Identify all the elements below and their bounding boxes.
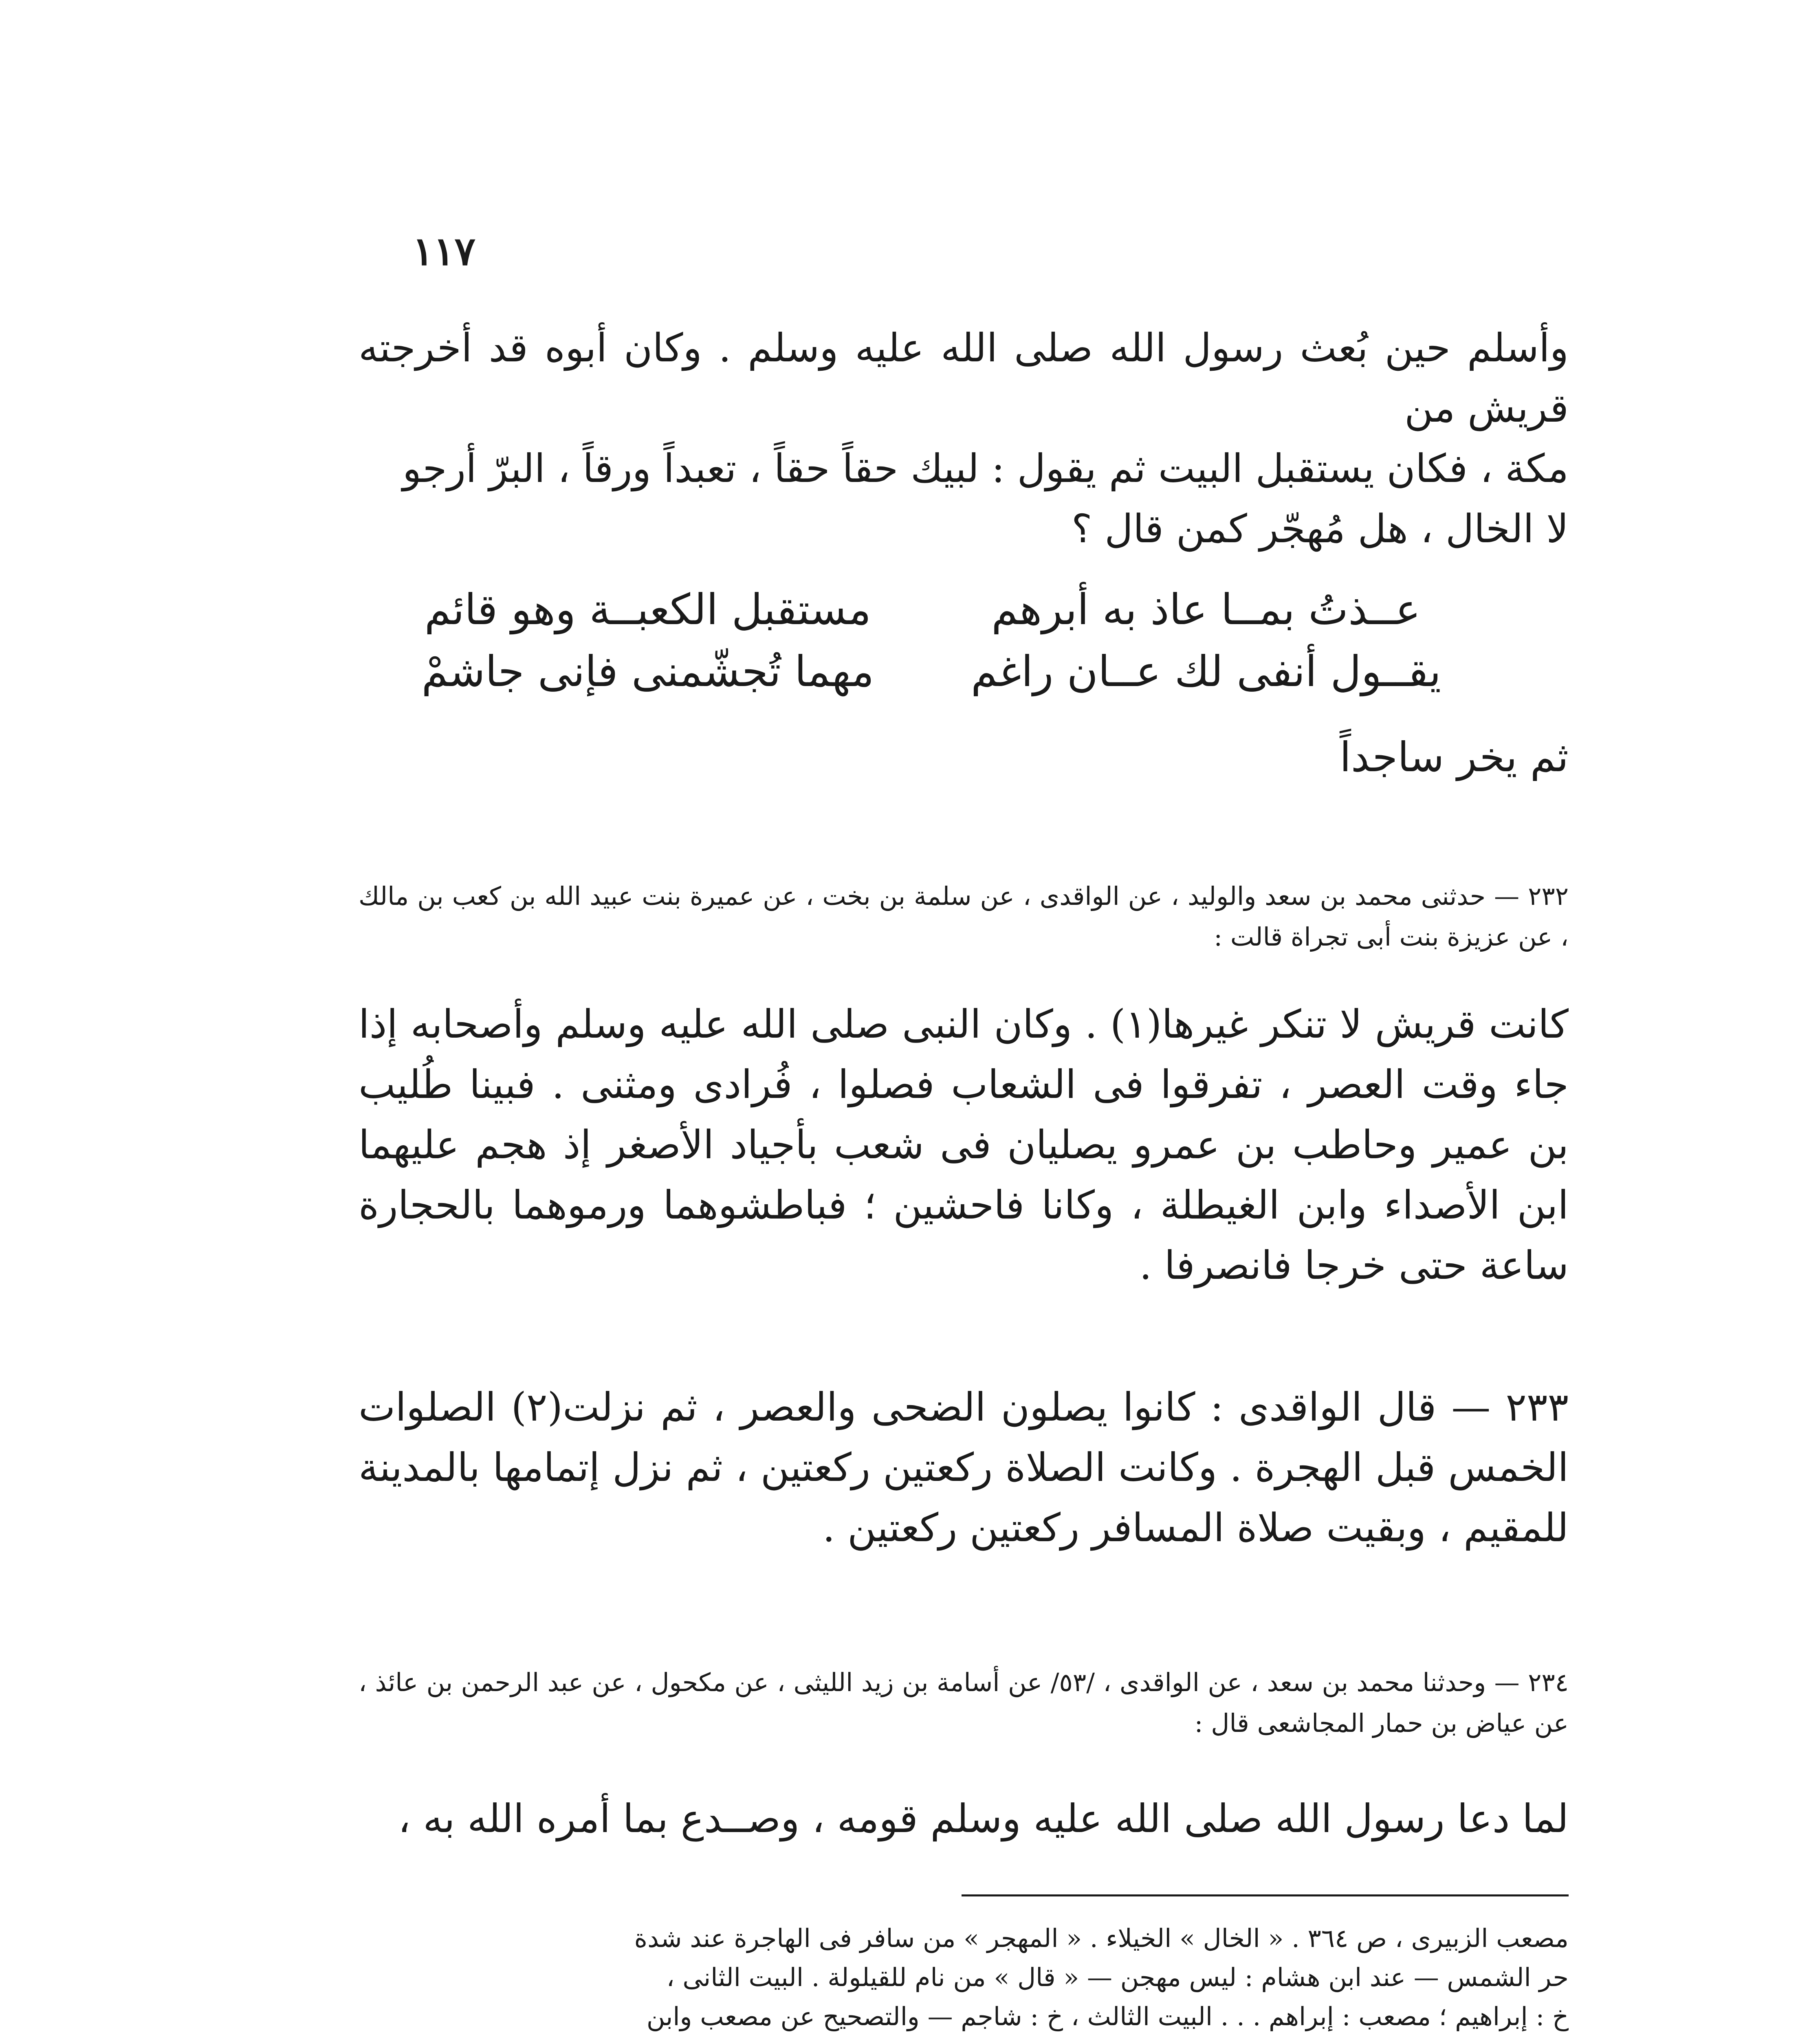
intro-line: وأسلم حين بُعث رسول الله صلى الله عليه وسلم . وكان أبوه قد أخرجته قريش من <box>359 325 1569 431</box>
intro-paragraph <box>359 318 1569 559</box>
footnote-line: حر الشمس — عند ابن هشام : ليس مهجن — « قال » من نام للقيلولة . البيت الثانى ، <box>666 1962 1569 1992</box>
poetry-verses <box>407 579 1446 702</box>
verse-first-hemistich: يقــول أنفى لك عــان راغم <box>971 647 1441 696</box>
page-number: ١١٧ <box>412 228 475 274</box>
paragraph-232: كانت قريش لا تنكر غيرها(١) . وكان النبى صلى الله عليه وسلم وأصحابه إذا جاء وقت العصر ، تفرقوا فى الشعاب فصلوا ، فُرادى ومثنى . فبينا طُليب بن عمير وحاطب بن عمرو يصليان فى شعب بأجياد الأصغر إذ هجم عليهما ابن الأصداء وابن الغيطلة ، وكانا فاحشين ؛ فباطشوهما ورموهما بالحجارة ساعة حتى خرجا فانصرفا . <box>359 1001 1569 1288</box>
verse-line <box>407 640 1446 702</box>
footnote-line: مصعب الزبيرى ، ص ٣٦٤ . « الخال » الخيلاء . « المهجر » من سافر فى الهاجرة عند شدة <box>634 1923 1569 1953</box>
intro-line: مكة ، فكان يستقبل البيت ثم يقول : لبيك حقاً حقاً ، تعبداً ورقاً ، البرّ أرجو <box>402 446 1569 491</box>
intro-line: لا الخال ، هل مُهجّر كمن قال ؟ <box>1071 506 1569 552</box>
isnad-232: ٢٣٢ — حدثنى محمد بن سعد والوليد ، عن الواقدى ، عن سلمة بن بخت ، عن عميرة بنت عبيد الله بن كعب بن مالك ، عن عزيزة بنت أبى تجراة قالت : <box>359 881 1569 952</box>
isnad-234: ٢٣٤ — وحدثنا محمد بن سعد ، عن الواقدى ، /٥٣/ عن أسامة بن زيد الليثى ، عن مكحول ، عن عبد الرحمن بن عائذ ، عن عياض بن حمار المجاشعى قال : <box>359 1667 1569 1738</box>
verse-first-hemistich: عــذتُ بمــا عاذ به أبرهم <box>991 585 1421 634</box>
verse-second-hemistich: مهما تُجشّمنى فإنى جاشمْ <box>421 647 874 696</box>
footnote-separator <box>962 1894 1569 1896</box>
verse-second-hemistich: مستقبل الكعبــة وهو قائم <box>424 585 871 634</box>
verse-line <box>407 579 1446 640</box>
footnotes <box>359 1919 1569 2037</box>
paragraph-234: لما دعا رسول الله صلى الله عليه وسلم قومه ، وصــدع بما أمره الله به ، <box>398 1796 1569 1841</box>
footnote-line: خ : إبراهيم ؛ مصعب : إبراهم . . . البيت الثالث ، خ : شاجم — والتصحيح عن مصعب وابن <box>646 2002 1569 2031</box>
paragraph-233: ٢٣٣ — قال الواقدى : كانوا يصلون الضحى والعصر ، ثم نزلت(٢) الصلوات الخمس قبل الهجرة . وكانت الصلاة ركعتين ركعتين ، ثم نزل إتمامها بالمدينة للمقيم ، وبقيت صلاة المسافر ركعتين ركعتين . <box>359 1384 1569 1551</box>
after-verse-line: ثم يخر ساجداً <box>1340 733 1569 781</box>
